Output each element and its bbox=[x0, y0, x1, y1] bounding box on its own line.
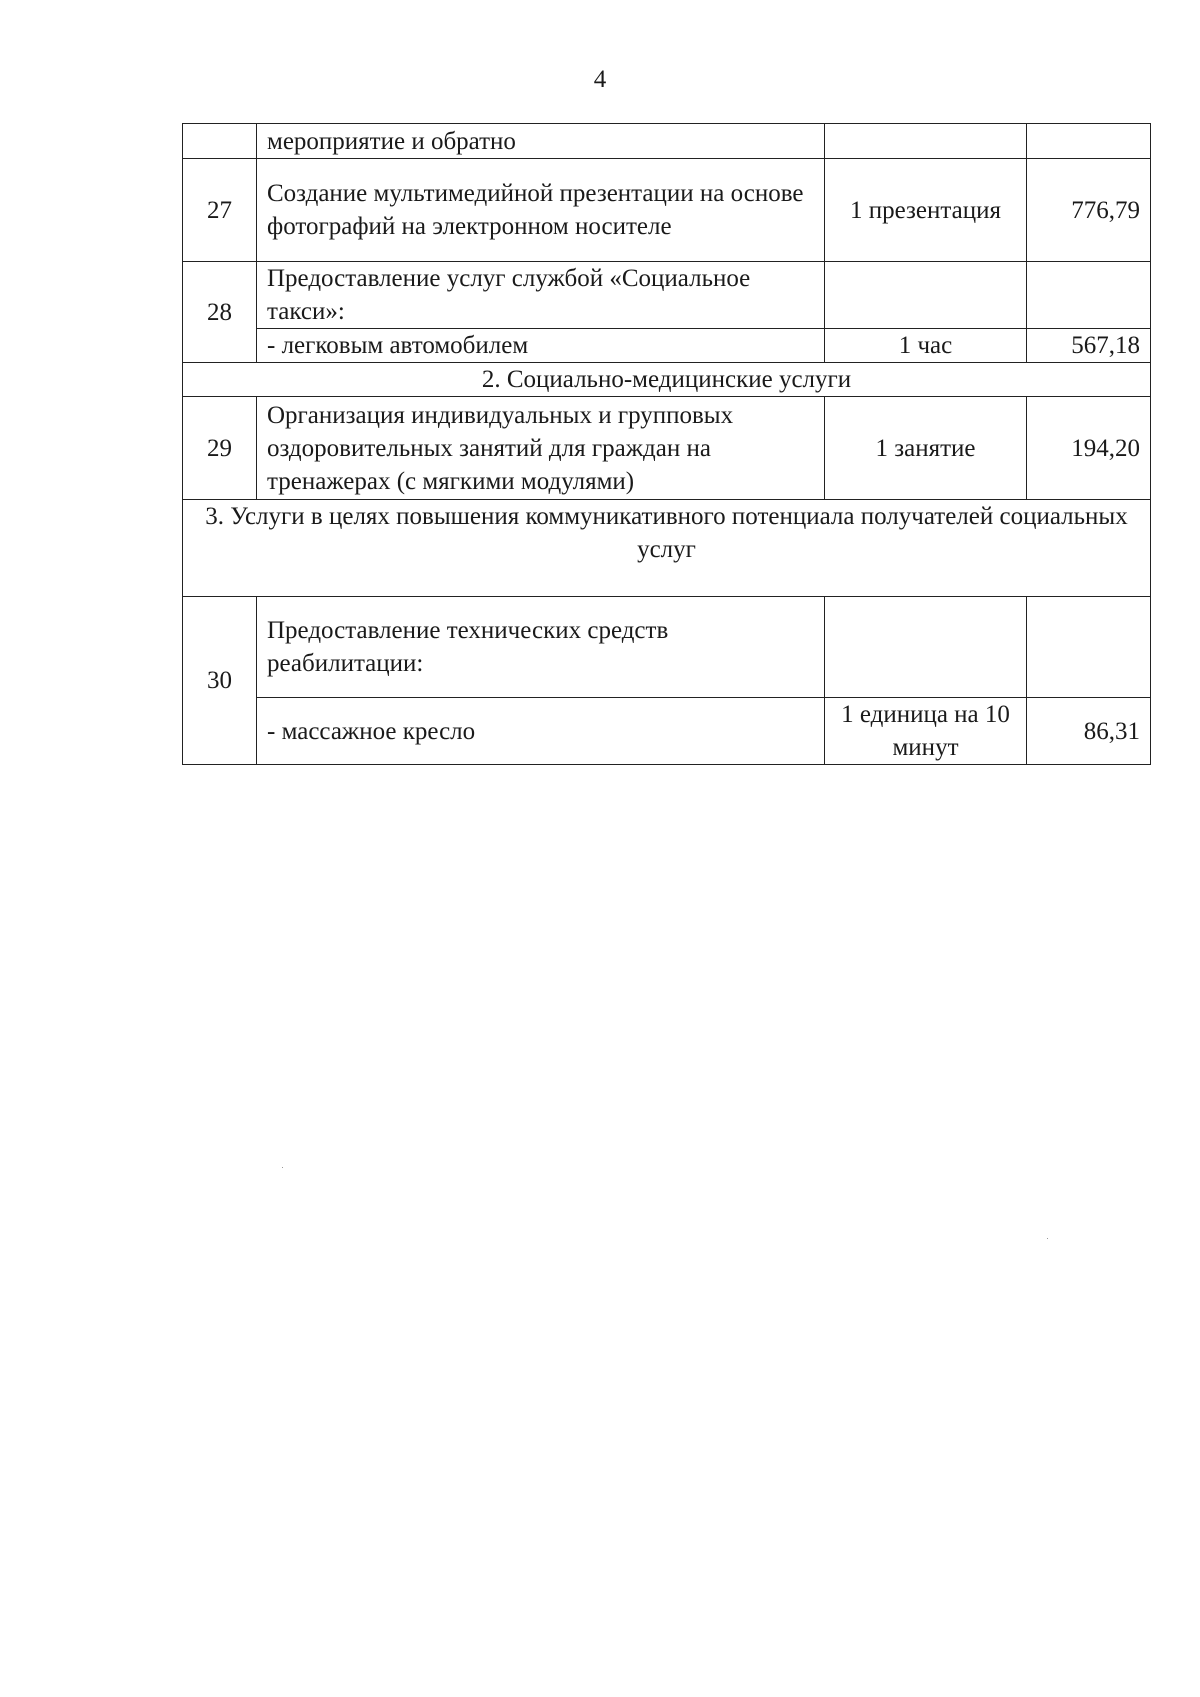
service-subitem-cell: - массажное кресло bbox=[257, 698, 825, 765]
table-row bbox=[183, 597, 1151, 698]
scan-speck bbox=[282, 1167, 283, 1168]
scan-speck bbox=[1047, 1238, 1048, 1239]
section-title: 2. Социально-медицинские услуги bbox=[183, 363, 1151, 397]
services-price-table bbox=[182, 123, 1151, 765]
service-subitem-cell: - легковым автомобилем bbox=[257, 329, 825, 363]
row-number-cell bbox=[183, 124, 257, 159]
unit-cell: 1 занятие bbox=[825, 397, 1027, 500]
price-cell: 776,79 bbox=[1027, 159, 1151, 262]
unit-cell bbox=[825, 597, 1027, 698]
service-name-cell: мероприятие и обратно bbox=[257, 124, 825, 159]
section-header-row bbox=[183, 363, 1151, 397]
row-number-cell: 30 bbox=[183, 597, 257, 765]
price-cell bbox=[1027, 597, 1151, 698]
table-row bbox=[183, 262, 1151, 329]
table-row bbox=[183, 397, 1151, 500]
unit-cell bbox=[825, 124, 1027, 159]
row-number-cell: 27 bbox=[183, 159, 257, 262]
price-cell bbox=[1027, 124, 1151, 159]
table-row bbox=[183, 698, 1151, 765]
service-name-cell: Создание мультимедийной презентации на основе фотографий на электронном носителе bbox=[257, 159, 825, 262]
service-name-cell: Организация индивидуальных и групповых оздоровительных занятий для граждан на тренажерах (с мягкими модулями) bbox=[257, 397, 825, 500]
row-number-cell: 29 bbox=[183, 397, 257, 500]
table-row bbox=[183, 159, 1151, 262]
section-title: 3. Услуги в целях повышения коммуникативного потенциала получателей социальных услуг bbox=[183, 500, 1151, 597]
price-cell: 567,18 bbox=[1027, 329, 1151, 363]
unit-cell: 1 презентация bbox=[825, 159, 1027, 262]
section-header-row bbox=[183, 500, 1151, 597]
unit-cell: 1 час bbox=[825, 329, 1027, 363]
row-number-cell: 28 bbox=[183, 262, 257, 363]
service-name-cell: Предоставление услуг службой «Социальное такси»: bbox=[257, 262, 825, 329]
price-cell: 194,20 bbox=[1027, 397, 1151, 500]
price-cell bbox=[1027, 262, 1151, 329]
table-row bbox=[183, 124, 1151, 159]
unit-cell bbox=[825, 262, 1027, 329]
table-row bbox=[183, 329, 1151, 363]
price-cell: 86,31 bbox=[1027, 698, 1151, 765]
page-number: 4 bbox=[593, 66, 607, 93]
service-name-cell: Предоставление технических средств реабилитации: bbox=[257, 597, 825, 698]
unit-cell: 1 единица на 10 минут bbox=[825, 698, 1027, 765]
